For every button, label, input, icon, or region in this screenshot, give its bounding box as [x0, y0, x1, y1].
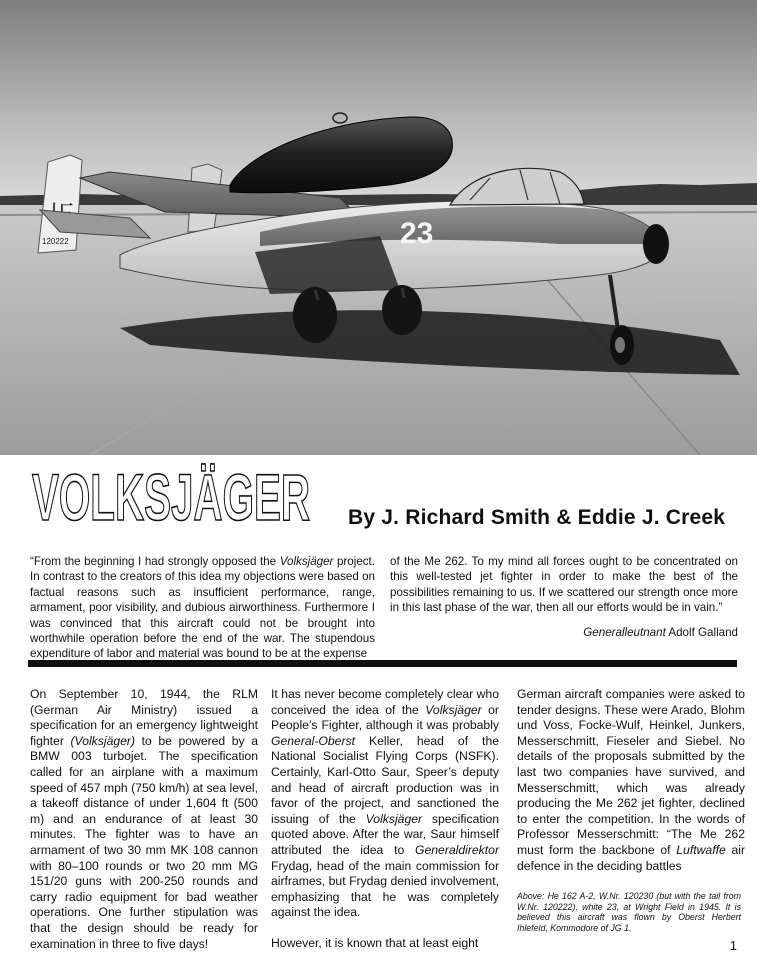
quote-text: project. In contrast to the creators of this idea my objections were based on factual reasons such as insufficient performance, range, armament, poor visibility, and dubious airworthiness. Furthermore I was convinced that this aircraft could not be brought into worthwhile operation before the end of the war. The stupendous expenditure of labor and material was bound to be at the expense: [30, 555, 376, 661]
body-text: to be powered by a BMW 003 turbojet. The specification called for an airplane with a maximum speed of 457 mph (750 km/h) at sea level, a takeoff distance of under 1,604 ft (500 m) and an endurance of at least 30 minutes. The fighter was to have an armament of two 30 mm MK 108 cannon with 80–100 rounds or two 20 mm MG 151/20 guns with 200-250 rounds and carry radio equipment for bad weather operations. One further stipulation was that the design should be ready for examination in three to five days!: [30, 733, 258, 951]
photo-caption: Above: He 162 A-2, W.Nr. 120230 (but with the tail from W.Nr. 120222), white 23, at Wright Field in 1945. It is believed this aircraft was flown by Oberst Herbert Ihlefeld, Kommodore of JG 1.: [517, 891, 741, 933]
quote-text: “From the beginning I had strongly opposed the: [30, 555, 280, 568]
body-column-3: [517, 687, 745, 874]
body-emphasis: Volksjäger: [365, 811, 423, 826]
body-text: On September 10, 1944, the RLM (German Air Ministry) issued a specification for an emergency lightweight fighter: [30, 687, 258, 748]
body-column-2: [271, 687, 499, 952]
quote-attribution: [390, 626, 738, 639]
body-text: Keller, head of the National Socialist Flying Corps (NSFK). Certainly, Karl-Otto Saur, Speer’s deputy and head of aircraft production was in favor of the project, and sanctioned the issuing of the: [271, 733, 499, 826]
body-text: specification quoted above. After the war, Saur himself attributed the idea to: [271, 811, 500, 857]
body-emphasis: General-Oberst: [271, 733, 355, 748]
body-text: Frydag, head of the main commission for airframes, but Frydag denied involvement, emphasizing that he was completely against the idea.: [271, 858, 499, 920]
body-text: air defence in the deciding battles: [517, 842, 745, 873]
aircraft-number: 23: [400, 217, 434, 250]
divider-rule: [28, 660, 737, 667]
quote-emphasis: Volksjäger: [279, 555, 334, 568]
body-emphasis: (Volksjäger): [70, 733, 136, 748]
body-text: or People’s Fighter, although it was probably: [271, 702, 499, 733]
article-title-text: VOLKSJÄGER: [32, 460, 310, 526]
body-text: German aircraft companies were asked to tender designs. These were Arado, Blohm und Voss, Focke-Wulf, Heinkel, Junkers, Messerschmitt, Fieseler and Siebel. No details of the proposals submitted by the last two companies have survived, and Messerschmitt, which was already producing the Me 262 jet fighter, declined to enter the competition. In the words of Professor Messerschmitt: “The Me 262 must form the backbone of: [517, 687, 745, 857]
body-emphasis: Volksjäger: [425, 702, 482, 717]
tail-number: 120222: [42, 237, 69, 246]
body-emphasis: Luftwaffe: [676, 842, 726, 857]
body-column-1: [30, 687, 258, 952]
article-title: [30, 458, 330, 526]
attribution-name: Adolf Galland: [665, 626, 738, 639]
aircraft-photo: [0, 0, 757, 455]
body-emphasis: Generaldirektor: [415, 842, 499, 857]
attribution-rank: Generalleutnant: [583, 626, 666, 639]
body-text: It has never become completely clear who conceived the idea of the: [271, 687, 499, 717]
epigraph-quote-left: [30, 554, 375, 662]
byline: By J. Richard Smith & Eddie J. Creek: [348, 506, 726, 529]
body-paragraph: However, it is known that at least eight: [271, 935, 479, 950]
epigraph-quote-right: of the Me 262. To my mind all forces ought to be concentrated on this well-tested jet fighter in order to make the best of the possibilities remaining to us. If we scattered our strength once more in this last phase of the war, then all our efforts would be in vain.”: [390, 555, 738, 615]
page-number: 1: [729, 938, 737, 953]
